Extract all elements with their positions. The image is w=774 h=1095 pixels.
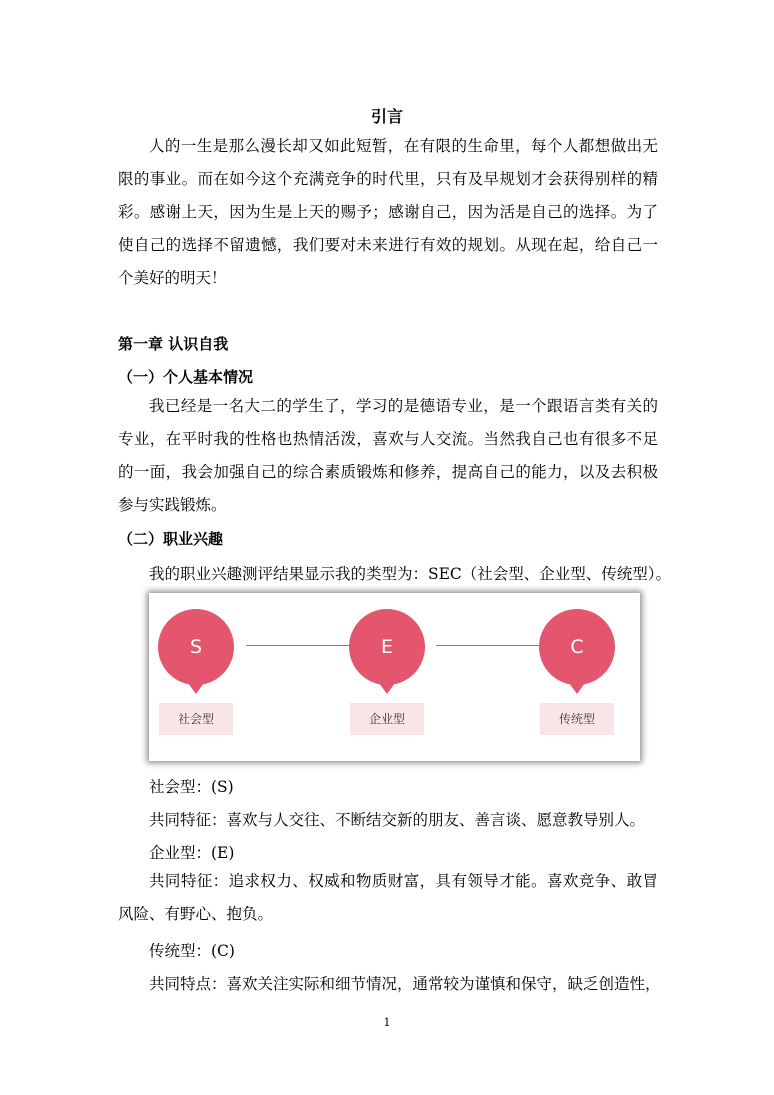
- page-number: 1: [383, 1016, 391, 1029]
- type-tag-social: 社会型: [159, 703, 233, 735]
- node-circle: C: [539, 609, 615, 685]
- conventional-type-label: 传统型：(C): [149, 942, 235, 960]
- pointer-triangle: [188, 683, 204, 694]
- node-conventional: [539, 609, 615, 694]
- connector-line: [436, 645, 543, 646]
- interest-result-text: 我的职业兴趣测评结果显示我的类型为：SEC（社会型、企业型、传统型）。: [149, 565, 672, 583]
- basic-info-paragraph: 我已经是一名大二的学生了，学习的是德语专业，是一个跟语言类有关的专业，在平时我的性格也热情活泼，喜欢与人交流。当然我自己也有很多不足的一面，我会加强自己的综合素质锻炼和修养，提高自己的能力，以及去积极参与实践锻炼。: [118, 397, 658, 514]
- sec-type-diagram: [149, 593, 640, 761]
- node-circle: S: [158, 609, 234, 685]
- pointer-triangle: [569, 683, 585, 694]
- pointer-triangle: [379, 683, 395, 694]
- enterprise-traits: 共同特征：追求权力、权威和物质财富，具有领导才能。喜欢竞争、敢冒风险、有野心、抱负。: [118, 872, 658, 923]
- conventional-traits: 共同特点：喜欢关注实际和细节情况，通常较为谨慎和保守，缺乏创造性，: [149, 975, 661, 993]
- enterprise-type-label: 企业型：(E): [149, 844, 235, 862]
- section-heading-basic-info: （一）个人基本情况: [118, 368, 254, 386]
- social-type-label: 社会型：(S): [149, 778, 234, 796]
- intro-paragraph: 人的一生是那么漫长却又如此短暂，在有限的生命里，每个人都想做出无限的事业。而在如今这个充满竞争的时代里，只有及早规划才会获得别样的精彩。感谢上天，因为生是上天的赐予；感谢自己，因为活是自己的选择。为了使自己的选择不留遗憾，我们要对未来进行有效的规划。从现在起，给自己一个美好的明天！: [118, 137, 658, 287]
- intro-title: 引言: [370, 107, 403, 126]
- social-traits: 共同特征：喜欢与人交往、不断结交新的朋友、善言谈、愿意教导别人。: [149, 811, 646, 829]
- type-tag-conventional: 传统型: [540, 703, 614, 735]
- type-tag-enterprise: 企业型: [350, 703, 424, 735]
- node-social: [158, 609, 234, 694]
- chapter-title: 第一章 认识自我: [118, 335, 229, 353]
- section-heading-career-interest: （二）职业兴趣: [118, 530, 224, 548]
- connector-line: [246, 645, 352, 646]
- node-circle: E: [349, 609, 425, 685]
- node-enterprise: [349, 609, 425, 694]
